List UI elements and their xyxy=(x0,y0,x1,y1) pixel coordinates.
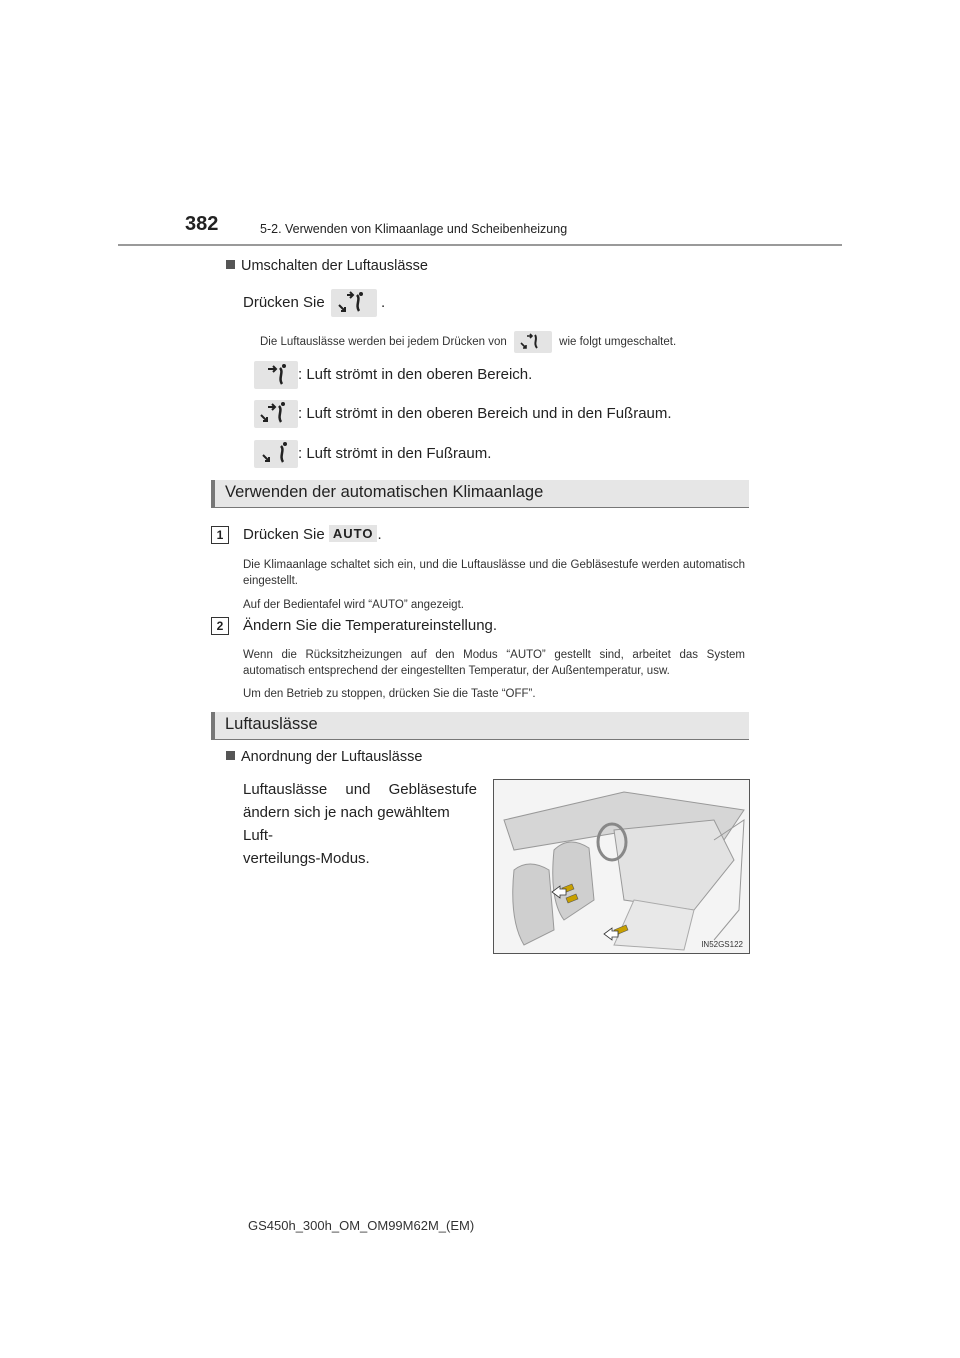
mode-row-bilevel: : Luft strömt in den oberen Bereich und in den Fußraum. xyxy=(254,400,672,428)
step-number-2: 2 xyxy=(211,617,229,635)
foot-vent-icon xyxy=(254,440,298,468)
section-header-auto: Verwenden der automatischen Klimaanlage xyxy=(211,480,749,508)
subheading-switch-outlets: Umschalten der Luftauslässe xyxy=(226,258,428,274)
section-header-outlets: Luftauslässe xyxy=(211,712,749,740)
bullet-square-icon xyxy=(226,260,235,269)
press-instruction: Drücken Sie . xyxy=(243,288,385,318)
step1-description: Die Klimaanlage schaltet sich ein, und die Luftauslässe und die Gebläsestufe werden automatisch eingestellt. xyxy=(243,559,745,587)
step2-instruction: Ändern Sie die Temperatureinstellung. xyxy=(243,617,498,634)
step2-description: Wenn die Rücksitzheizungen auf den Modus “AUTO” gestellt sind, arbeitet das System automatisch entsprechend der eingestellten Temperatur, der Außentemperatur, usw. xyxy=(243,649,745,677)
airflow-mode-icon-inline xyxy=(514,331,552,353)
car-interior-illustration xyxy=(493,779,750,954)
header-rule xyxy=(118,244,842,246)
face-vent-icon xyxy=(254,361,298,389)
switch-note: Die Luftauslässe werden bei jedem Drücken von wie folgt umgeschaltet. xyxy=(260,331,676,353)
step1-display-note: Auf der Bedientafel wird “AUTO” angezeigt. xyxy=(243,599,464,611)
car-interior-drawing xyxy=(494,780,750,954)
step1-instruction: Drücken Sie AUTO . xyxy=(243,526,382,543)
page-number: 382 xyxy=(185,213,219,235)
mode-row-foot: : Luft strömt in den Fußraum. xyxy=(254,440,491,468)
auto-button-label: AUTO xyxy=(329,525,378,542)
document-code-footer: GS450h_300h_OM_OM99M62M_(EM) xyxy=(248,1218,475,1233)
airflow-mode-button-icon xyxy=(331,289,377,317)
mode-row-face: : Luft strömt in den oberen Bereich. xyxy=(254,361,532,389)
outlets-description: Luftauslässe und Gebläsestufe ändern sich je nach gewähltem Luft- verteilungs-Modus. xyxy=(243,781,477,867)
figure-code: IN52GS122 xyxy=(701,940,743,949)
step-number-1: 1 xyxy=(211,526,229,544)
subheading-outlet-layout: Anordnung der Luftauslässe xyxy=(226,749,422,765)
bi-level-vent-icon xyxy=(254,400,298,428)
step2-stop-note: Um den Betrieb zu stoppen, drücken Sie die Taste “OFF”. xyxy=(243,688,536,700)
chapter-title: 5-2. Verwenden von Klimaanlage und Scheibenheizung xyxy=(260,222,568,236)
bullet-square-icon xyxy=(226,751,235,760)
